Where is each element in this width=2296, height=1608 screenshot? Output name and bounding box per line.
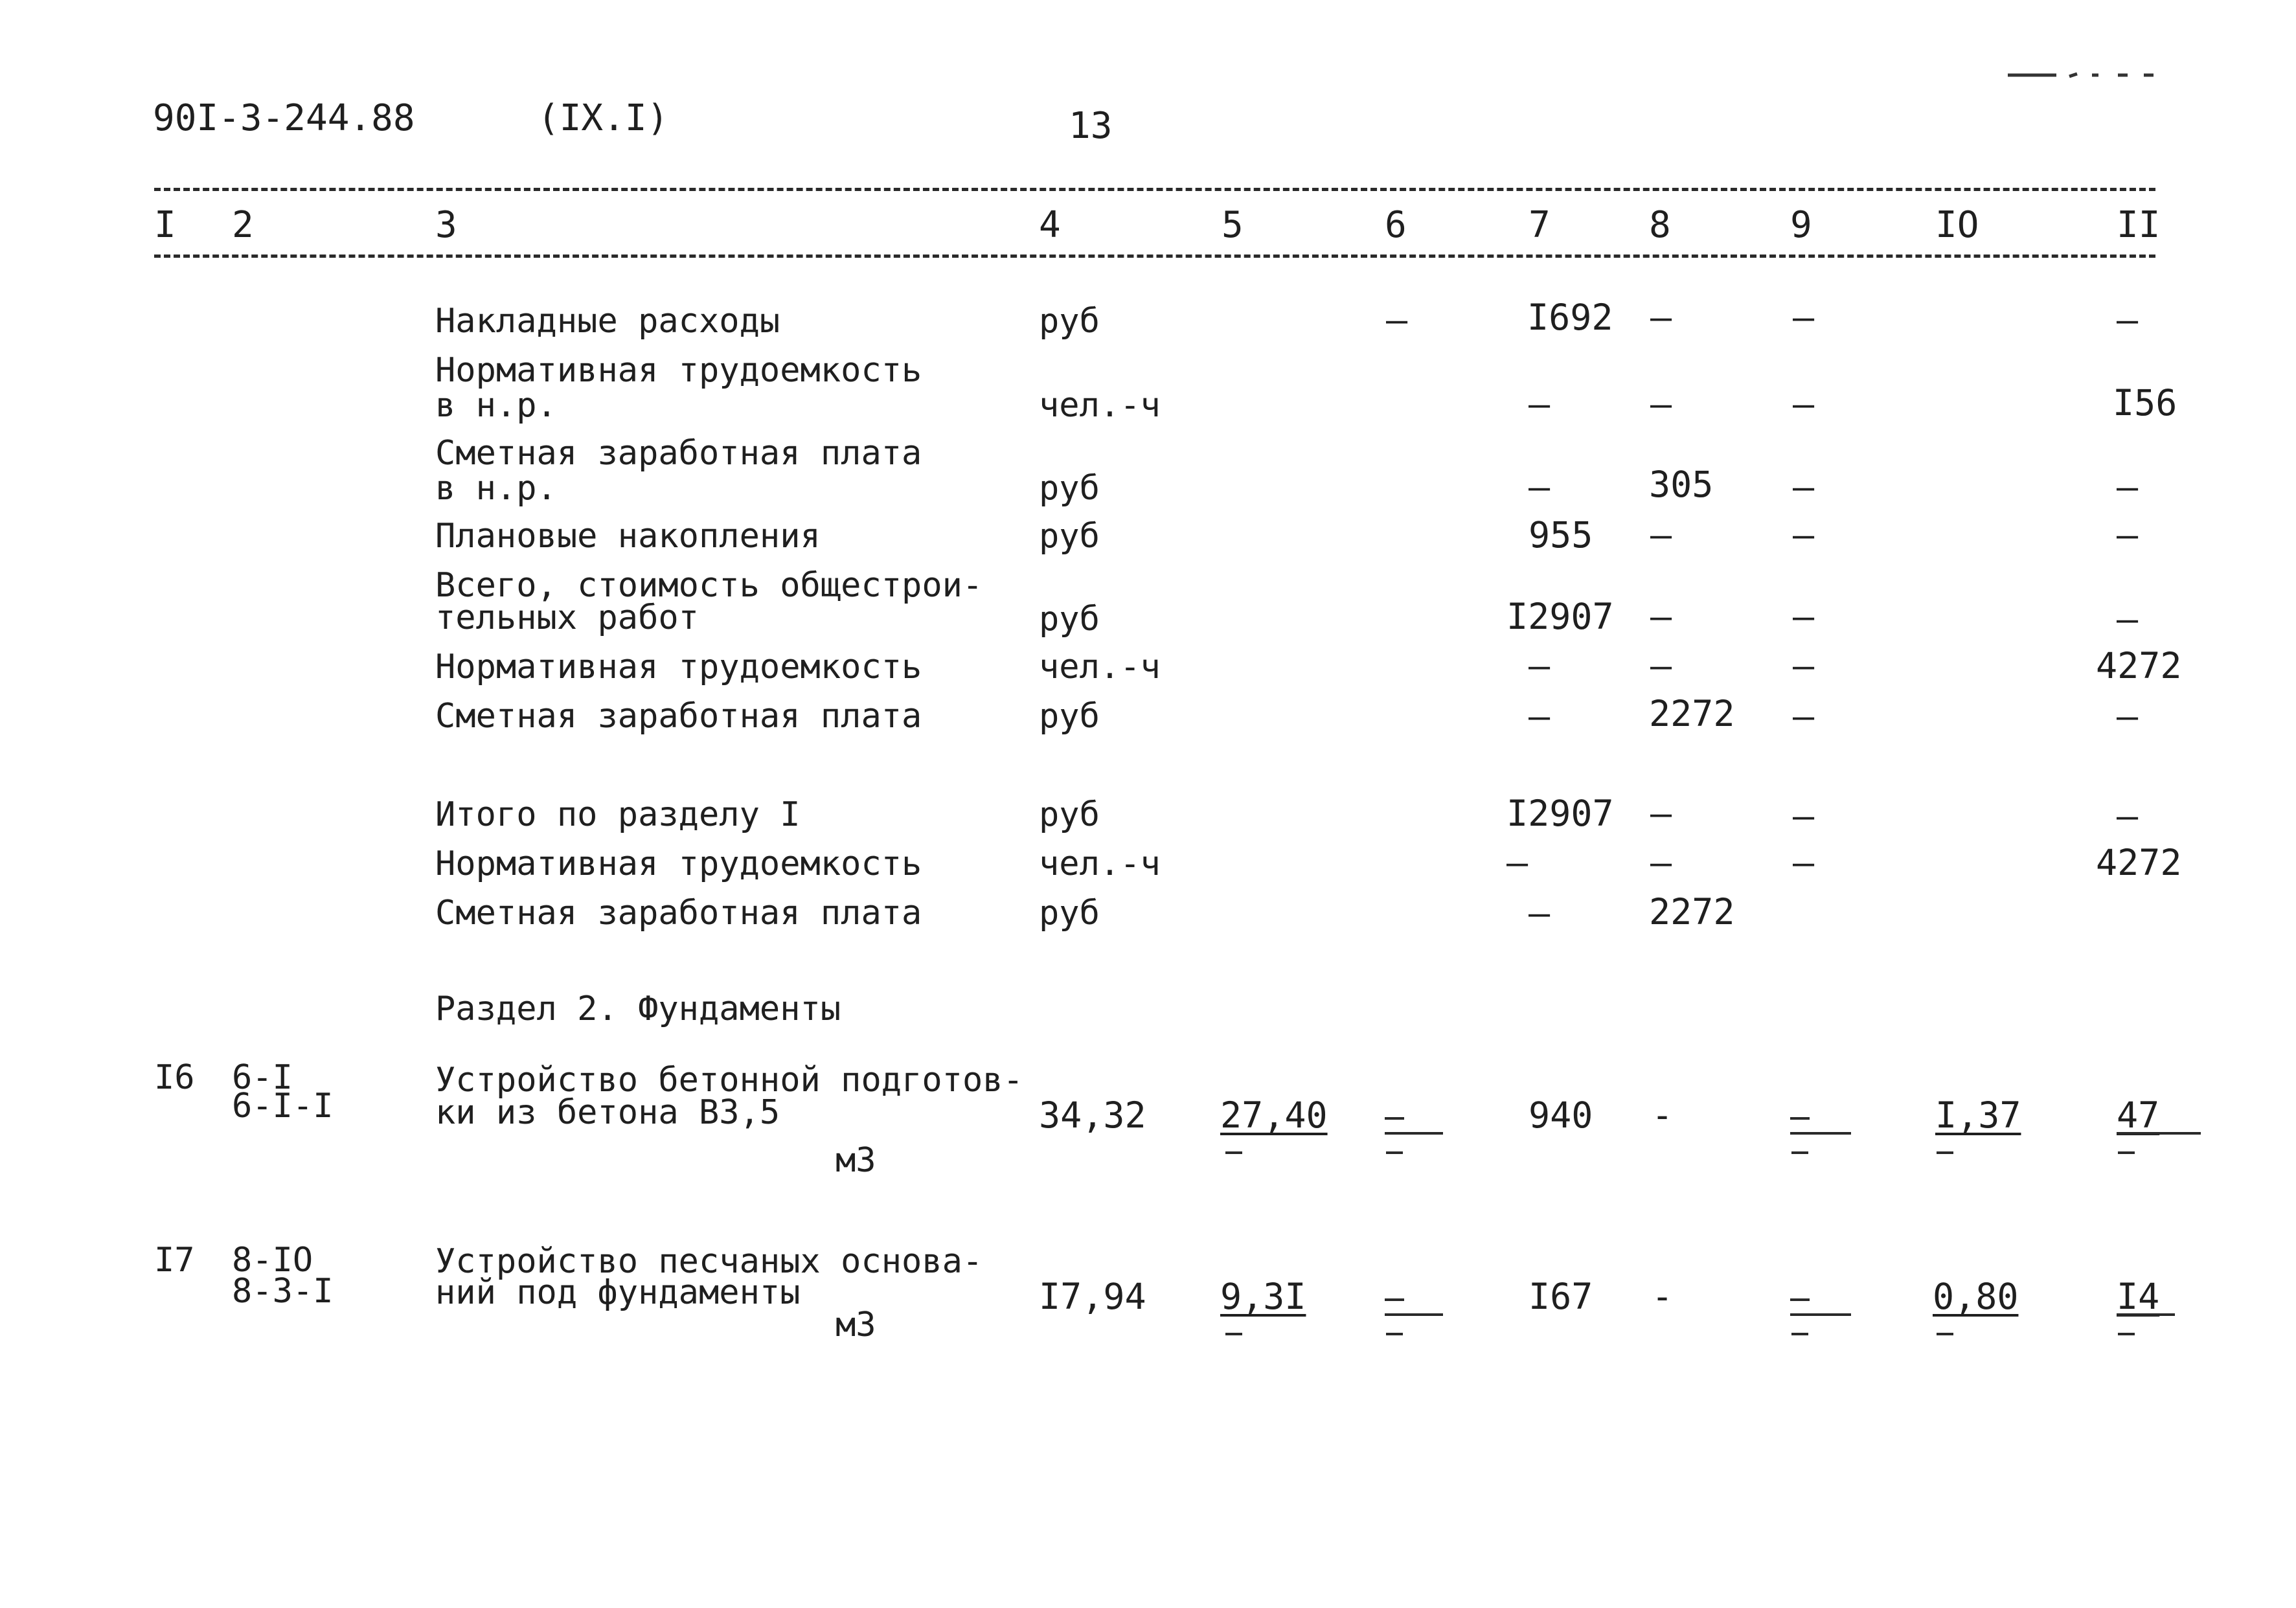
dash-mark xyxy=(1790,1298,1810,1301)
sub-dash xyxy=(2118,1333,2135,1335)
sub-dash xyxy=(1386,1333,1403,1335)
column-header-5: 5 xyxy=(1222,204,1244,246)
page-number: 13 xyxy=(1069,105,1113,147)
item-number: I6 xyxy=(154,1058,195,1097)
row-unit: руб xyxy=(1039,600,1100,639)
cell-col9: – xyxy=(1793,842,1815,883)
cell-col7: I67 xyxy=(1529,1276,1593,1317)
cell-col5: 27,40 xyxy=(1220,1094,1328,1136)
cell-col8: 2272 xyxy=(1649,693,1735,734)
cell-col8: - xyxy=(1652,1094,1674,1136)
row-unit: руб xyxy=(1039,517,1100,556)
row-name: Нормативная трудоемкость xyxy=(435,648,922,686)
dash-mark xyxy=(1385,1298,1404,1301)
item-unit: м3 xyxy=(835,1141,876,1180)
row-unit: руб xyxy=(1039,795,1100,834)
item-name-line1: Устройство бетонной подготов- xyxy=(435,1061,1023,1100)
cell-col7: 955 xyxy=(1529,514,1593,556)
cell-col7: – xyxy=(1529,645,1551,686)
row-unit: чел.-ч xyxy=(1039,844,1161,883)
row-name-line2: тельных работ xyxy=(435,598,699,637)
cell-col8: – xyxy=(1650,596,1672,637)
cell-col11: – xyxy=(2117,299,2139,341)
column-header-6: 6 xyxy=(1385,204,1407,246)
cell-col9: – xyxy=(1793,596,1815,637)
sub-dash xyxy=(1937,1151,1953,1154)
cell-col9: – xyxy=(1793,696,1815,737)
item-unit: м3 xyxy=(835,1306,876,1344)
sub-dash xyxy=(1386,1151,1403,1154)
cell-col7: – xyxy=(1506,842,1529,883)
cell-col9: – xyxy=(1793,383,1815,425)
cell-col10: I,37 xyxy=(1935,1094,2021,1136)
cell-col7: – xyxy=(1529,466,1551,508)
cell-col8: - xyxy=(1652,1276,1674,1317)
column-header-3: 3 xyxy=(435,204,457,246)
item-code-line2: 8-3-I xyxy=(232,1272,334,1311)
cell-col8: – xyxy=(1650,514,1672,556)
cell-col8: – xyxy=(1650,793,1672,834)
cell-col11: – xyxy=(2117,466,2139,508)
cell-col11: I4 xyxy=(2117,1276,2160,1317)
corner-mark xyxy=(2005,70,2166,80)
row-unit: чел.-ч xyxy=(1039,648,1161,686)
cell-col9: – xyxy=(1793,514,1815,556)
row-name: Нормативная трудоемкость xyxy=(435,844,922,883)
sub-dash xyxy=(1225,1151,1242,1154)
row-name: Сметная заработная плата xyxy=(435,697,922,736)
header-top-rule xyxy=(154,188,2155,191)
cell-col11: – xyxy=(2117,598,2139,640)
document-code: 90I-3-244.88 xyxy=(153,97,415,139)
cell-col11: I56 xyxy=(2113,382,2177,424)
cell-col10: 0,80 xyxy=(1933,1276,2019,1317)
sub-dash xyxy=(1791,1333,1808,1335)
cell-col7: I2907 xyxy=(1506,793,1614,834)
cell-col6: – xyxy=(1386,299,1408,341)
cell-col5: 9,3I xyxy=(1220,1276,1306,1317)
dash-mark xyxy=(2117,1132,2201,1135)
row-name: Накладные расходы xyxy=(435,302,780,341)
cell-col4: 34,32 xyxy=(1039,1094,1146,1136)
item-name-line2: ки из бетона В3,5 xyxy=(435,1093,780,1132)
column-header-9: 9 xyxy=(1790,204,1812,246)
row-unit: руб xyxy=(1039,894,1100,933)
cell-col7: I692 xyxy=(1527,297,1613,338)
dash-mark xyxy=(1790,1313,1851,1316)
cell-col7: – xyxy=(1529,383,1551,425)
section-heading: Раздел 2. Фундаменты xyxy=(435,990,841,1028)
cell-col8: 305 xyxy=(1649,464,1714,505)
column-header-4: 4 xyxy=(1039,204,1061,246)
row-name-line1: Сметная заработная плата xyxy=(435,434,922,473)
cell-col11: 4272 xyxy=(2096,645,2182,686)
cell-col11: 47 xyxy=(2117,1094,2160,1136)
cell-col9: – xyxy=(1793,466,1815,508)
item-code-line1: 8-IO xyxy=(232,1241,313,1280)
dash-mark xyxy=(1385,1117,1404,1120)
dash-mark xyxy=(1790,1132,1851,1135)
row-name-line2: в н.р. xyxy=(435,386,557,425)
row-name-line1: Всего, стоимость общестрои- xyxy=(435,566,983,605)
item-code-line1: 6-I xyxy=(232,1058,293,1097)
column-header-2: 2 xyxy=(232,204,254,246)
item-name-line2: ний под фундаменты xyxy=(435,1273,801,1312)
cell-col11: – xyxy=(2117,696,2139,737)
section-code: (IX.I) xyxy=(538,97,669,139)
dash-mark xyxy=(1385,1313,1443,1316)
cell-col8: 2272 xyxy=(1649,891,1735,933)
row-unit: руб xyxy=(1039,469,1100,508)
column-header-11: II xyxy=(2117,204,2161,246)
column-header-10: IO xyxy=(1935,204,1979,246)
dash-mark xyxy=(2117,1313,2175,1316)
cell-col11: – xyxy=(2117,514,2139,556)
row-name: Сметная заработная плата xyxy=(435,894,922,933)
cell-col8: – xyxy=(1650,645,1672,686)
cell-col9: – xyxy=(1793,795,1815,837)
header-bottom-rule xyxy=(154,255,2155,258)
sub-dash xyxy=(1225,1333,1242,1335)
cell-col11: 4272 xyxy=(2096,842,2182,883)
dash-mark xyxy=(1790,1117,1810,1120)
item-code-line2: 6-I-I xyxy=(232,1087,334,1126)
column-header-1: I xyxy=(154,204,176,246)
cell-col7: – xyxy=(1529,892,1551,934)
item-name-line1: Устройство песчаных основа- xyxy=(435,1242,983,1281)
cell-col8: – xyxy=(1650,383,1672,425)
row-unit: руб xyxy=(1039,697,1100,736)
item-number: I7 xyxy=(154,1241,195,1280)
row-name-line2: в н.р. xyxy=(435,469,557,508)
cell-col9: – xyxy=(1793,297,1815,338)
cell-col8: – xyxy=(1650,842,1672,883)
cell-col7: I2907 xyxy=(1506,596,1614,637)
column-header-8: 8 xyxy=(1649,204,1671,246)
column-header-7: 7 xyxy=(1529,204,1551,246)
row-name-line1: Нормативная трудоемкость xyxy=(435,351,922,390)
cell-col9: – xyxy=(1793,645,1815,686)
cell-col8: – xyxy=(1650,297,1672,338)
sub-dash xyxy=(1791,1151,1808,1154)
row-unit: руб xyxy=(1039,302,1100,341)
row-name: Итого по разделу I xyxy=(435,795,801,834)
sub-dash xyxy=(2118,1151,2135,1154)
cell-col7: 940 xyxy=(1529,1094,1593,1136)
dash-mark xyxy=(1385,1132,1443,1135)
sub-dash xyxy=(1937,1333,1953,1335)
row-name: Плановые накопления xyxy=(435,517,821,556)
row-unit: чел.-ч xyxy=(1039,386,1161,425)
cell-col4: I7,94 xyxy=(1039,1276,1146,1317)
cell-col11: – xyxy=(2117,795,2139,837)
cell-col7: – xyxy=(1529,696,1551,737)
